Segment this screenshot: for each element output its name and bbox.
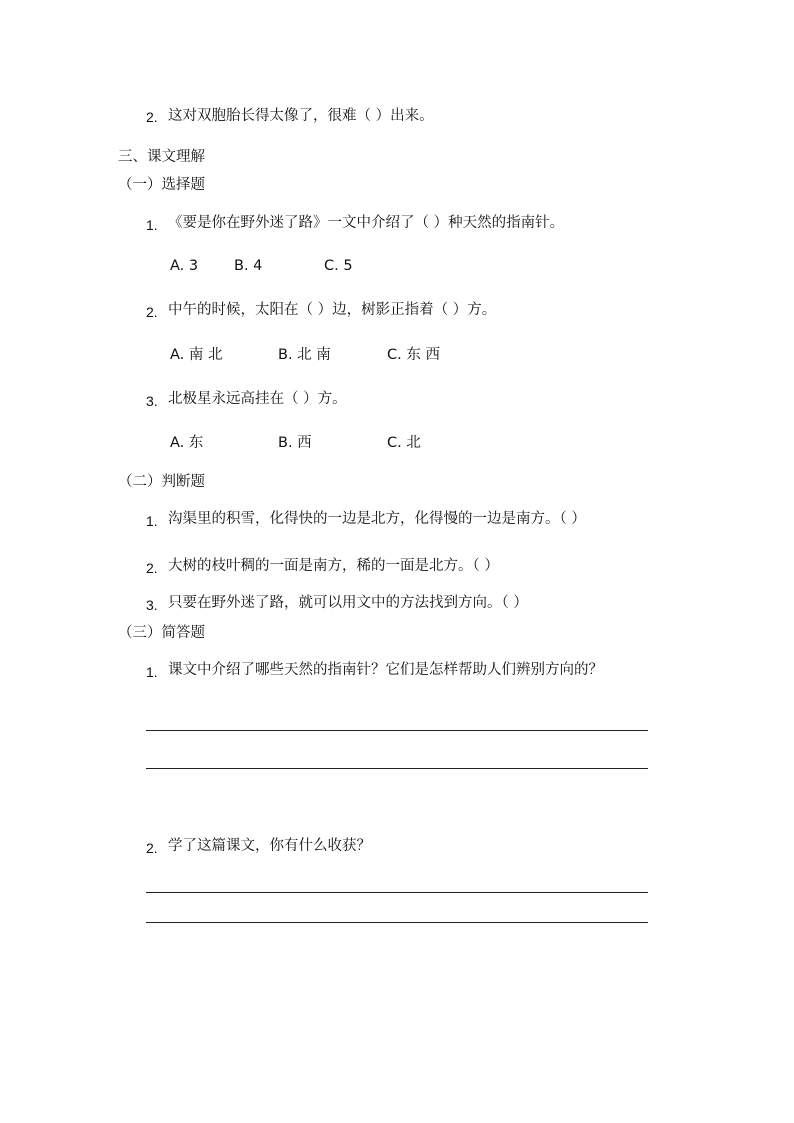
question-text: 只要在野外迷了路，就可以用文中的方法找到方向。（ ） <box>168 595 528 611</box>
question-number: 2. <box>146 304 158 320</box>
answer-line[interactable] <box>146 892 648 893</box>
option-c: C. 北 <box>387 435 421 451</box>
option-a: A. 3 <box>170 258 199 274</box>
question-number: 2. <box>146 560 158 576</box>
option-b: B. 北 南 <box>278 347 331 363</box>
option-b: B. 4 <box>234 258 263 274</box>
question-number: 1. <box>146 664 158 680</box>
section-title: 三、课文理解 <box>118 149 205 165</box>
answer-line[interactable] <box>146 922 648 923</box>
question-number: 1. <box>146 513 158 529</box>
answer-line[interactable] <box>146 768 648 769</box>
question-number: 3. <box>146 597 158 613</box>
subsection-title-short-answer: （三）简答题 <box>118 625 205 641</box>
option-a: A. 南 北 <box>170 347 223 363</box>
answer-line[interactable] <box>146 730 648 731</box>
question-number: 2. <box>146 840 158 856</box>
question-text: 大树的枝叶稠的一面是南方，稀的一面是北方。（ ） <box>168 558 499 574</box>
option-b: B. 西 <box>278 435 312 451</box>
question-number: 3. <box>146 393 158 409</box>
subsection-title-choice: （一）选择题 <box>118 177 205 193</box>
subsection-title-judgement: （二）判断题 <box>118 474 205 490</box>
question-text: 课文中介绍了哪些天然的指南针？它们是怎样帮助人们辨别方向的？ <box>168 662 603 678</box>
option-a: A. 东 <box>170 435 204 451</box>
question-text: 北极星永远高挂在（ ）方。 <box>168 391 347 407</box>
question-number: 1. <box>146 217 158 233</box>
question-text: 沟渠里的积雪，化得快的一边是北方，化得慢的一边是南方。（ ） <box>168 511 586 527</box>
question-text: 中午的时候，太阳在（ ）边，树影正指着（ ）方。 <box>168 302 497 318</box>
option-c: C. 5 <box>324 258 353 274</box>
question-number: 2. <box>146 109 158 125</box>
question-text: 《要是你在野外迷了路》一文中介绍了（ ）种天然的指南针。 <box>168 215 565 231</box>
option-c: C. 东 西 <box>387 347 440 363</box>
question-text: 这对双胞胎长得太像了，很难（ ）出来。 <box>168 108 434 124</box>
question-text: 学了这篇课文，你有什么收获？ <box>168 838 371 854</box>
